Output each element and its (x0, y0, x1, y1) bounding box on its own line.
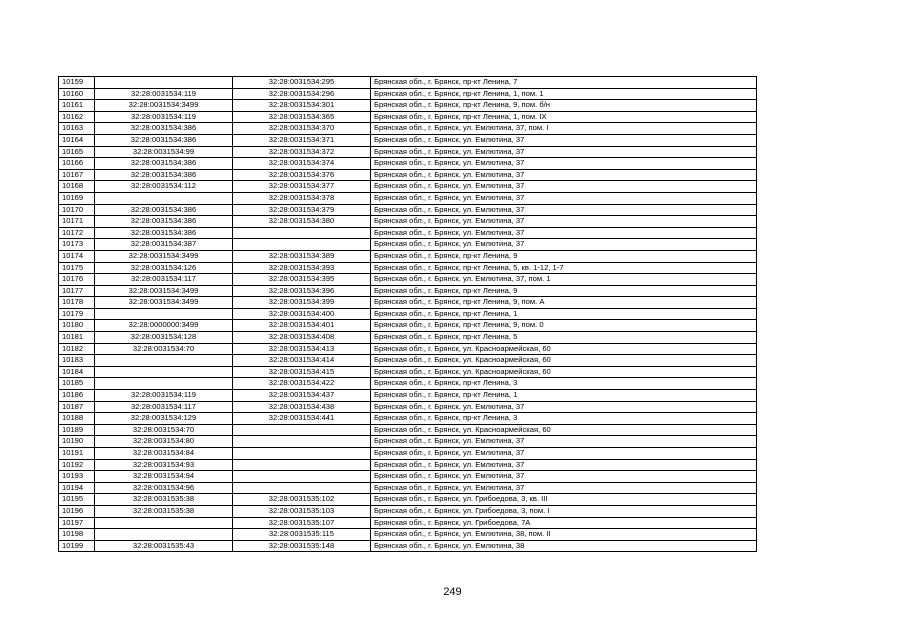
parent-cadastral-number-cell: 32:28:0031534:386 (95, 158, 233, 170)
record-number-cell: 10191 (59, 448, 95, 460)
parent-cadastral-number-cell: 32:28:0031534:3499 (95, 297, 233, 309)
table-row (59, 250, 757, 262)
record-number-cell: 10194 (59, 482, 95, 494)
cadastral-number-cell: 32:28:0031534:400 (233, 308, 371, 320)
address-cell: Брянская обл., г. Брянск, пр-кт Ленина, 9, пом. А (371, 297, 757, 309)
address-cell: Брянская обл., г. Брянск, пр-кт Ленина, 9 (371, 285, 757, 297)
record-number-cell: 10161 (59, 100, 95, 112)
record-number-cell: 10160 (59, 88, 95, 100)
cadastral-number-cell: 32:28:0031534:372 (233, 146, 371, 158)
parent-cadastral-number-cell: 32:28:0031534:386 (95, 123, 233, 135)
parent-cadastral-number-cell: 32:28:0031534:129 (95, 413, 233, 425)
cadastral-number-cell: 32:28:0031535:103 (233, 505, 371, 517)
record-number-cell: 10175 (59, 262, 95, 274)
record-number-cell: 10184 (59, 366, 95, 378)
address-cell: Брянская обл., г. Брянск, ул. Емлютина, 37 (371, 181, 757, 193)
record-number-cell: 10177 (59, 285, 95, 297)
cadastral-number-cell (233, 227, 371, 239)
cadastral-number-cell: 32:28:0031534:377 (233, 181, 371, 193)
record-number-cell: 10183 (59, 355, 95, 367)
parent-cadastral-number-cell (95, 378, 233, 390)
parent-cadastral-number-cell: 32:28:0031534:80 (95, 436, 233, 448)
cadastral-number-cell: 32:28:0031534:380 (233, 216, 371, 228)
table-row (59, 204, 757, 216)
table-row (59, 274, 757, 286)
record-number-cell: 10196 (59, 505, 95, 517)
record-number-cell: 10188 (59, 413, 95, 425)
parent-cadastral-number-cell (95, 77, 233, 89)
table-row (59, 494, 757, 506)
parent-cadastral-number-cell: 32:28:0031534:387 (95, 239, 233, 251)
parent-cadastral-number-cell (95, 355, 233, 367)
parent-cadastral-number-cell: 32:28:0031534:386 (95, 216, 233, 228)
address-cell: Брянская обл., г. Брянск, ул. Емлютина, 37 (371, 216, 757, 228)
parent-cadastral-number-cell: 32:28:0031534:119 (95, 390, 233, 402)
address-cell: Брянская обл., г. Брянск, пр-кт Ленина, 3 (371, 413, 757, 425)
cadastral-number-cell: 32:28:0031534:438 (233, 401, 371, 413)
cadastral-number-cell: 32:28:0031535:148 (233, 540, 371, 552)
address-cell: Брянская обл., г. Брянск, ул. Емлютина, 37 (371, 169, 757, 181)
table-row (59, 134, 757, 146)
address-cell: Брянская обл., г. Брянск, ул. Красноармейская, 60 (371, 355, 757, 367)
table-row (59, 239, 757, 251)
address-cell: Брянская обл., г. Брянск, ул. Емлютина, 37, пом. I (371, 123, 757, 135)
table-row (59, 343, 757, 355)
address-cell: Брянская обл., г. Брянск, ул. Красноармейская, 60 (371, 343, 757, 355)
cadastral-number-cell: 32:28:0031534:413 (233, 343, 371, 355)
record-number-cell: 10187 (59, 401, 95, 413)
table-row (59, 366, 757, 378)
table-row (59, 378, 757, 390)
parent-cadastral-number-cell: 32:28:0031534:386 (95, 169, 233, 181)
cadastral-number-cell: 32:28:0031535:102 (233, 494, 371, 506)
address-cell: Брянская обл., г. Брянск, ул. Грибоедова, 7А (371, 517, 757, 529)
cadastral-number-cell: 32:28:0031534:365 (233, 111, 371, 123)
table-row (59, 216, 757, 228)
parent-cadastral-number-cell: 32:28:0031534:94 (95, 471, 233, 483)
table-row (59, 505, 757, 517)
table-row (59, 77, 757, 89)
record-number-cell: 10182 (59, 343, 95, 355)
address-cell: Брянская обл., г. Брянск, пр-кт Ленина, 5, кв. 1-12, 1-7 (371, 262, 757, 274)
table-row (59, 390, 757, 402)
cadastral-number-cell: 32:28:0031534:374 (233, 158, 371, 170)
cadastral-number-cell (233, 239, 371, 251)
record-number-cell: 10193 (59, 471, 95, 483)
cadastral-number-cell: 32:28:0031534:378 (233, 192, 371, 204)
cadastral-number-cell (233, 436, 371, 448)
cadastral-number-cell: 32:28:0031535:107 (233, 517, 371, 529)
records-table-body (59, 77, 757, 552)
cadastral-number-cell: 32:28:0031534:422 (233, 378, 371, 390)
record-number-cell: 10165 (59, 146, 95, 158)
parent-cadastral-number-cell: 32:28:0031534:84 (95, 448, 233, 460)
cadastral-number-cell: 32:28:0031534:370 (233, 123, 371, 135)
record-number-cell: 10163 (59, 123, 95, 135)
table-row (59, 471, 757, 483)
table-row (59, 448, 757, 460)
cadastral-number-cell: 32:28:0031534:379 (233, 204, 371, 216)
records-table (58, 76, 757, 552)
address-cell: Брянская обл., г. Брянск, ул. Емлютина, 37 (371, 146, 757, 158)
cadastral-number-cell: 32:28:0031534:393 (233, 262, 371, 274)
parent-cadastral-number-cell: 32:28:0000000:3499 (95, 320, 233, 332)
address-cell: Брянская обл., г. Брянск, пр-кт Ленина, 9, пом. 0 (371, 320, 757, 332)
cadastral-number-cell: 32:28:0031534:389 (233, 250, 371, 262)
cadastral-number-cell: 32:28:0031534:415 (233, 366, 371, 378)
record-number-cell: 10159 (59, 77, 95, 89)
parent-cadastral-number-cell: 32:28:0031534:386 (95, 204, 233, 216)
cadastral-number-cell: 32:28:0031535:115 (233, 529, 371, 541)
record-number-cell: 10179 (59, 308, 95, 320)
record-number-cell: 10170 (59, 204, 95, 216)
record-number-cell: 10192 (59, 459, 95, 471)
record-number-cell: 10172 (59, 227, 95, 239)
address-cell: Брянская обл., г. Брянск, ул. Емлютина, 37 (371, 227, 757, 239)
address-cell: Брянская обл., г. Брянск, пр-кт Ленина, 9, пом. б/н (371, 100, 757, 112)
record-number-cell: 10176 (59, 274, 95, 286)
record-number-cell: 10164 (59, 134, 95, 146)
parent-cadastral-number-cell: 32:28:0031534:386 (95, 134, 233, 146)
parent-cadastral-number-cell: 32:28:0031535:38 (95, 494, 233, 506)
address-cell: Брянская обл., г. Брянск, пр-кт Ленина, 1, пом. IX (371, 111, 757, 123)
parent-cadastral-number-cell: 32:28:0031535:43 (95, 540, 233, 552)
parent-cadastral-number-cell: 32:28:0031534:70 (95, 424, 233, 436)
record-number-cell: 10197 (59, 517, 95, 529)
record-number-cell: 10181 (59, 332, 95, 344)
record-number-cell: 10189 (59, 424, 95, 436)
address-cell: Брянская обл., г. Брянск, ул. Емлютина, 38, пом. II (371, 529, 757, 541)
cadastral-number-cell: 32:28:0031534:371 (233, 134, 371, 146)
cadastral-number-cell: 32:28:0031534:399 (233, 297, 371, 309)
parent-cadastral-number-cell: 32:28:0031534:119 (95, 88, 233, 100)
parent-cadastral-number-cell: 32:28:0031534:126 (95, 262, 233, 274)
parent-cadastral-number-cell: 32:28:0031534:112 (95, 181, 233, 193)
record-number-cell: 10169 (59, 192, 95, 204)
cadastral-number-cell (233, 471, 371, 483)
table-row (59, 146, 757, 158)
cadastral-number-cell: 32:28:0031534:395 (233, 274, 371, 286)
table-row (59, 285, 757, 297)
parent-cadastral-number-cell: 32:28:0031534:3499 (95, 250, 233, 262)
address-cell: Брянская обл., г. Брянск, пр-кт Ленина, 9 (371, 250, 757, 262)
parent-cadastral-number-cell (95, 366, 233, 378)
address-cell: Брянская обл., г. Брянск, ул. Емлютина, 37 (371, 134, 757, 146)
address-cell: Брянская обл., г. Брянск, ул. Емлютина, 38 (371, 540, 757, 552)
address-cell: Брянская обл., г. Брянск, ул. Грибоедова, 3, кв. III (371, 494, 757, 506)
record-number-cell: 10198 (59, 529, 95, 541)
cadastral-number-cell: 32:28:0031534:401 (233, 320, 371, 332)
table-row (59, 100, 757, 112)
parent-cadastral-number-cell (95, 529, 233, 541)
parent-cadastral-number-cell: 32:28:0031534:386 (95, 227, 233, 239)
address-cell: Брянская обл., г. Брянск, ул. Емлютина, 37 (371, 401, 757, 413)
address-cell: Брянская обл., г. Брянск, пр-кт Ленина, 3 (371, 378, 757, 390)
table-row (59, 540, 757, 552)
address-cell: Брянская обл., г. Брянск, ул. Грибоедова, 3, пом. I (371, 505, 757, 517)
table-row (59, 111, 757, 123)
address-cell: Брянская обл., г. Брянск, ул. Емлютина, 37 (371, 482, 757, 494)
parent-cadastral-number-cell (95, 308, 233, 320)
parent-cadastral-number-cell: 32:28:0031534:93 (95, 459, 233, 471)
address-cell: Брянская обл., г. Брянск, пр-кт Ленина, 7 (371, 77, 757, 89)
cadastral-number-cell (233, 448, 371, 460)
table-row (59, 517, 757, 529)
record-number-cell: 10190 (59, 436, 95, 448)
record-number-cell: 10171 (59, 216, 95, 228)
record-number-cell: 10173 (59, 239, 95, 251)
table-row (59, 262, 757, 274)
parent-cadastral-number-cell: 32:28:0031534:128 (95, 332, 233, 344)
address-cell: Брянская обл., г. Брянск, ул. Красноармейская, 60 (371, 424, 757, 436)
page-number: 249 (443, 586, 462, 598)
cadastral-number-cell: 32:28:0031534:437 (233, 390, 371, 402)
parent-cadastral-number-cell: 32:28:0031534:117 (95, 274, 233, 286)
cadastral-number-cell: 32:28:0031534:414 (233, 355, 371, 367)
cadastral-number-cell (233, 424, 371, 436)
cadastral-number-cell: 32:28:0031534:376 (233, 169, 371, 181)
table-row (59, 192, 757, 204)
table-row (59, 401, 757, 413)
address-cell: Брянская обл., г. Брянск, пр-кт Ленина, 1, пом. 1 (371, 88, 757, 100)
address-cell: Брянская обл., г. Брянск, ул. Емлютина, 37 (371, 436, 757, 448)
address-cell: Брянская обл., г. Брянск, ул. Емлютина, 37 (371, 239, 757, 251)
record-number-cell: 10167 (59, 169, 95, 181)
address-cell: Брянская обл., г. Брянск, пр-кт Ленина, 1 (371, 390, 757, 402)
record-number-cell: 10174 (59, 250, 95, 262)
parent-cadastral-number-cell: 32:28:0031534:3499 (95, 100, 233, 112)
parent-cadastral-number-cell: 32:28:0031535:38 (95, 505, 233, 517)
table-row (59, 181, 757, 193)
parent-cadastral-number-cell: 32:28:0031534:119 (95, 111, 233, 123)
address-cell: Брянская обл., г. Брянск, пр-кт Ленина, 5 (371, 332, 757, 344)
address-cell: Брянская обл., г. Брянск, ул. Емлютина, 37 (371, 192, 757, 204)
table-row (59, 297, 757, 309)
parent-cadastral-number-cell: 32:28:0031534:96 (95, 482, 233, 494)
table-row (59, 308, 757, 320)
cadastral-number-cell: 32:28:0031534:301 (233, 100, 371, 112)
cadastral-number-cell: 32:28:0031534:296 (233, 88, 371, 100)
parent-cadastral-number-cell: 32:28:0031534:3499 (95, 285, 233, 297)
address-cell: Брянская обл., г. Брянск, ул. Емлютина, 37 (371, 204, 757, 216)
record-number-cell: 10166 (59, 158, 95, 170)
table-row (59, 436, 757, 448)
parent-cadastral-number-cell: 32:28:0031534:117 (95, 401, 233, 413)
parent-cadastral-number-cell (95, 517, 233, 529)
table-row (59, 482, 757, 494)
record-number-cell: 10195 (59, 494, 95, 506)
address-cell: Брянская обл., г. Брянск, ул. Емлютина, 37 (371, 448, 757, 460)
table-row (59, 413, 757, 425)
address-cell: Брянская обл., г. Брянск, ул. Емлютина, 37 (371, 471, 757, 483)
cadastral-number-cell (233, 482, 371, 494)
parent-cadastral-number-cell: 32:28:0031534:70 (95, 343, 233, 355)
table-row (59, 355, 757, 367)
table-row (59, 529, 757, 541)
cadastral-number-cell: 32:28:0031534:295 (233, 77, 371, 89)
cadastral-number-cell: 32:28:0031534:396 (233, 285, 371, 297)
parent-cadastral-number-cell (95, 192, 233, 204)
address-cell: Брянская обл., г. Брянск, ул. Емлютина, 37, пом. 1 (371, 274, 757, 286)
address-cell: Брянская обл., г. Брянск, ул. Емлютина, 37 (371, 158, 757, 170)
record-number-cell: 10178 (59, 297, 95, 309)
table-row (59, 332, 757, 344)
table-row (59, 123, 757, 135)
table-row (59, 459, 757, 471)
record-number-cell: 10199 (59, 540, 95, 552)
address-cell: Брянская обл., г. Брянск, пр-кт Ленина, 1 (371, 308, 757, 320)
table-row (59, 88, 757, 100)
table-row (59, 227, 757, 239)
cadastral-number-cell (233, 459, 371, 471)
address-cell: Брянская обл., г. Брянск, ул. Красноармейская, 60 (371, 366, 757, 378)
address-cell: Брянская обл., г. Брянск, ул. Емлютина, 37 (371, 459, 757, 471)
record-number-cell: 10162 (59, 111, 95, 123)
table-row (59, 320, 757, 332)
cadastral-number-cell: 32:28:0031534:408 (233, 332, 371, 344)
record-number-cell: 10185 (59, 378, 95, 390)
parent-cadastral-number-cell: 32:28:0031534:99 (95, 146, 233, 158)
table-row (59, 424, 757, 436)
record-number-cell: 10168 (59, 181, 95, 193)
record-number-cell: 10186 (59, 390, 95, 402)
table-row (59, 169, 757, 181)
table-row (59, 158, 757, 170)
record-number-cell: 10180 (59, 320, 95, 332)
cadastral-number-cell: 32:28:0031534:441 (233, 413, 371, 425)
